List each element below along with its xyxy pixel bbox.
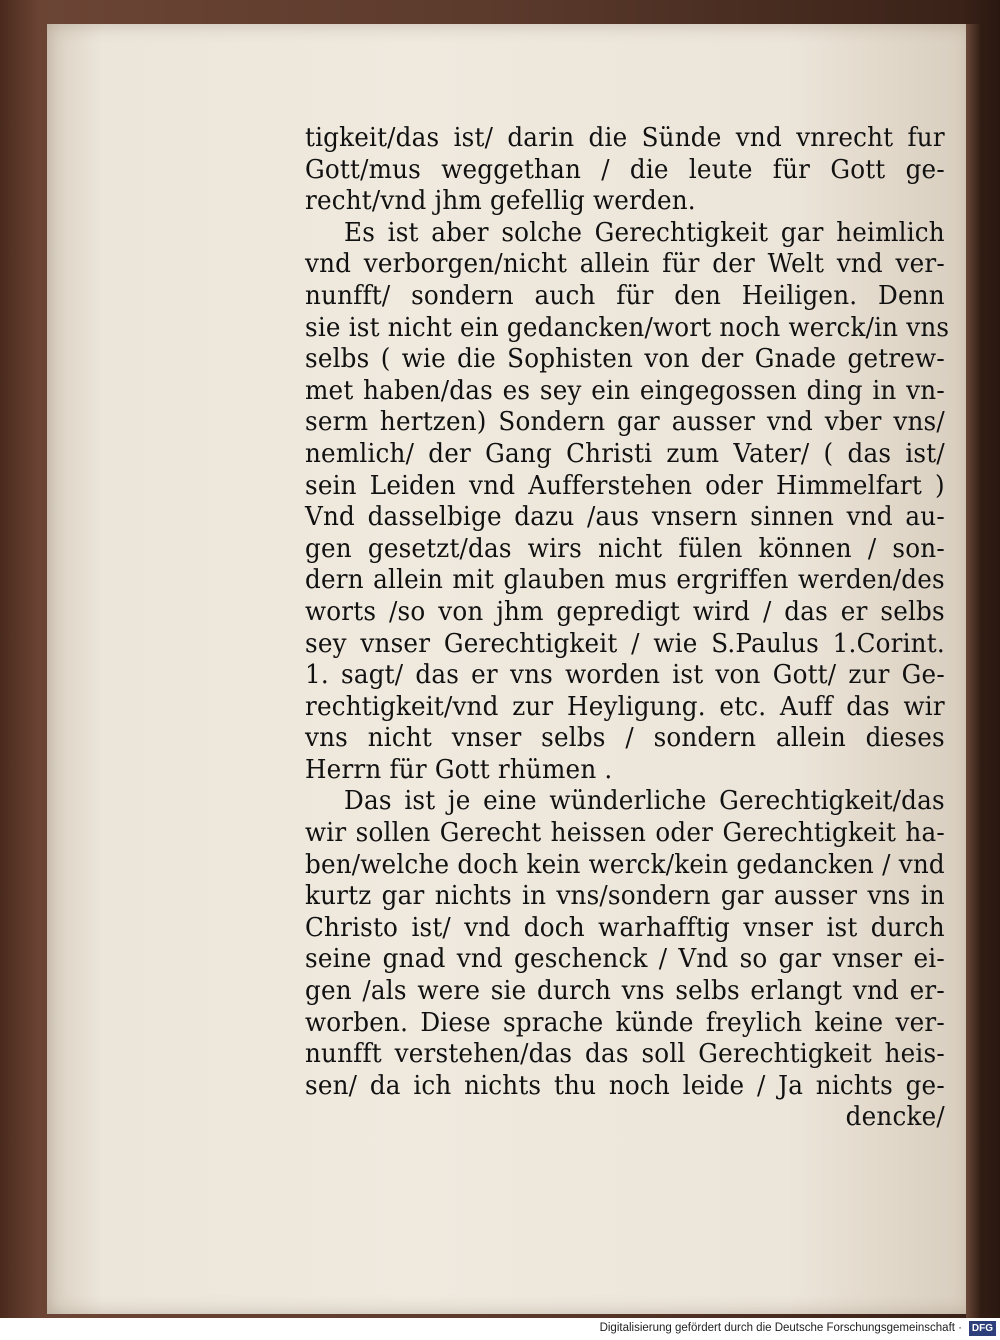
text-line: gen /als were sie durch vns selbs erlangt vnd er- xyxy=(305,975,945,1007)
text-line: recht/vnd jhm gefellig werden. xyxy=(305,185,696,217)
text-line: vnd verborgen/nicht allein für der Welt vnd ver- xyxy=(305,248,945,280)
text-line: dern allein mit glauben mus ergriffen werden/des xyxy=(305,564,945,596)
text-line: Gott/mus weggethan / die leute für Gott ge- xyxy=(305,153,945,185)
text-line: nemlich/ der Gang Christi zum Vater/ ( das ist/ xyxy=(305,437,945,469)
digitization-footer xyxy=(0,1318,1000,1340)
page-text xyxy=(305,122,950,1133)
text-line: 1. sagt/ das er vns worden ist von Gott/ zur Ge- xyxy=(305,659,945,691)
text-line: Es ist aber solche Gerechtigkeit gar heimlich xyxy=(344,216,945,248)
text-line: Vnd dasselbige dazu /aus vnsern sinnen vnd au- xyxy=(305,501,945,533)
text-line: ben/welche doch kein werck/kein gedancken / vnd xyxy=(305,848,945,880)
text-line: seine gnad vnd geschenck / Vnd so gar vnser ei- xyxy=(305,943,945,975)
text-line: sey vnser Gerechtigkeit / wie S.Paulus 1.Corint. xyxy=(305,627,945,659)
text-line: Christo ist/ vnd doch warhafftig vnser ist durch xyxy=(305,911,945,943)
text-line: wir sollen Gerecht heissen oder Gerechtigkeit ha- xyxy=(305,817,945,849)
text-line: nunfft verstehen/das das soll Gerechtigkeit heis- xyxy=(305,1038,945,1070)
text-line: worben. Diese sprache künde freylich keine ver- xyxy=(305,1006,945,1038)
text-line: sen/ da ich nichts thu noch leide / Ja nichts ge- xyxy=(305,1069,945,1101)
text-line: met haben/das es sey ein eingegossen ding in vn- xyxy=(305,374,945,406)
funding-notice: Digitalisierung gefördert durch die Deutsche Forschungsgemeinschaft · xyxy=(599,1322,962,1334)
book-edge xyxy=(966,24,982,1318)
text-line: gen gesetzt/das wirs nicht fülen können / son- xyxy=(305,532,945,564)
text-line: sie ist nicht ein gedancken/wort noch werck/in vns xyxy=(305,311,950,343)
text-line: kurtz gar nichts in vns/sondern gar ausser vns in xyxy=(305,880,945,912)
text-line: Herrn für Gott rhümen . xyxy=(305,753,613,785)
text-line: sein Leiden vnd Aufferstehen oder Himmelfart ) xyxy=(305,469,945,501)
text-line: Das ist je eine wünderliche Gerechtigkeit/das xyxy=(344,785,945,817)
text-line: worts /so von jhm gepredigt wird / das er selbs xyxy=(305,595,945,627)
text-line: rechtigkeit/vnd zur Heyligung. etc. Auff das wir xyxy=(305,690,945,722)
text-line: vns nicht vnser selbs / sondern allein dieses xyxy=(305,722,945,754)
dfg-logo-icon: DFG xyxy=(969,1321,996,1336)
text-line: tigkeit/das ist/ darin die Sünde vnd vnrecht fur xyxy=(305,122,945,153)
catchword: dencke/ xyxy=(845,1101,945,1133)
text-line: nunfft/ sondern auch für den Heiligen. Denn xyxy=(305,279,945,311)
text-line: selbs ( wie die Sophisten von der Gnade getrew- xyxy=(305,343,945,375)
text-line: serm hertzen) Sondern gar ausser vnd vber vns/ xyxy=(305,406,945,438)
